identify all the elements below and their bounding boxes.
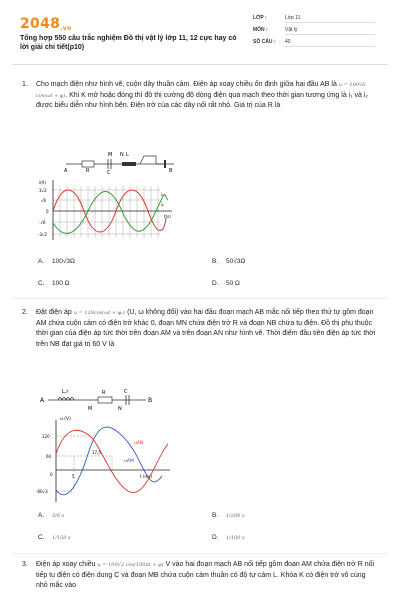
- node-label: N: [118, 406, 122, 412]
- wave-uam: [56, 427, 162, 495]
- option-text: 5/6 s: [52, 513, 65, 519]
- node-label: B: [148, 397, 153, 404]
- question-number: 1.: [22, 81, 28, 88]
- question-text: [36, 308, 376, 350]
- series-label: i₂: [161, 202, 164, 207]
- tick-label: -3√2: [38, 232, 48, 237]
- question-formula: u = 100√2 cos(100πt + φ): [97, 562, 164, 568]
- logo-text: 2048: [20, 16, 61, 32]
- option-b[interactable]: [212, 512, 245, 519]
- option-letter: C.: [38, 280, 45, 287]
- option-b[interactable]: [212, 258, 245, 265]
- option-letter: C.: [38, 534, 45, 541]
- question-text-b: V vào hai đoạn mạch AB nối tiếp gồm đoạn AM chứa điện trở R nối tiếp tụ điện có điện dung C và đoạn MB chứa cuộn cảm thuần có độ tự cảm L. Khóa K có điện trở vô cùng nhỏ mắc vào: [36, 561, 375, 589]
- meta-value: Vật lý: [285, 27, 375, 35]
- question-formula: u = 120cos(ωt + φᵤ): [73, 310, 126, 316]
- node-label: A: [40, 397, 45, 404]
- x-axis-label: t (ms): [140, 474, 152, 479]
- node-label: M: [108, 152, 113, 158]
- option-d[interactable]: [212, 534, 245, 541]
- q1-current-graph: [38, 178, 178, 244]
- question-text-a: Cho mạch điện như hình vẽ, cuộn dây thuần cảm. Điện áp xoay chiều ổn định giữa hai đầu AB là: [36, 81, 337, 88]
- meta-key: SỐ CÂU :: [253, 39, 276, 45]
- question-text-a: Đặt điện áp: [36, 309, 72, 316]
- x-axis-label: t(s): [164, 214, 171, 219]
- tick-label: 5: [72, 474, 75, 479]
- option-letter: A.: [38, 258, 45, 265]
- option-text: 50√3Ω: [226, 258, 246, 265]
- meta-key: LỚP :: [253, 15, 267, 21]
- q2-voltage-graph: [30, 414, 180, 506]
- question-text-b: . Khi K mở hoặc đóng thì đồ thị cường độ dòng điện qua mạch theo thời gian tương ứng là i₁ và i₂ được biểu diễn như hình bên. Điện trở của các dây nối rất nhỏ. Giá trị của R là: [36, 91, 369, 109]
- question-number: 2.: [22, 309, 28, 316]
- node-label: M: [88, 406, 93, 412]
- y-axis-label: u (V): [60, 417, 71, 422]
- logo-suffix: .vn: [60, 25, 72, 32]
- question-text: [36, 80, 376, 112]
- node-label: A: [64, 168, 68, 174]
- series-label: uAN: [134, 441, 144, 446]
- question-formula: u = 100√6 cos(ωt + φ): [36, 82, 366, 99]
- q1-circuit-diagram: [60, 148, 180, 174]
- tick-label: -60√3: [36, 489, 48, 494]
- option-text: 1/200 s: [226, 513, 245, 519]
- option-letter: A.: [38, 512, 45, 519]
- meta-value: 40: [285, 39, 375, 47]
- y-axis-label: i(A): [39, 180, 46, 185]
- resistor-label: R: [102, 390, 106, 396]
- inductor-label: L,r: [62, 389, 69, 395]
- question-divider: [12, 553, 388, 554]
- option-text: 100 Ω: [52, 280, 70, 287]
- option-c[interactable]: [38, 534, 71, 541]
- resistor-label: R: [86, 168, 90, 174]
- option-a[interactable]: [38, 258, 75, 265]
- document-title: Tổng hợp 550 câu trắc nghiệm Đồ thị vật lý lớp 11, 12 cực hay có lời giải chi tiết(p10): [20, 35, 237, 51]
- tick-label: 3√2: [39, 188, 47, 193]
- meta-value: Lớp 11: [285, 15, 375, 23]
- capacitor-label: C: [107, 170, 111, 174]
- question-text-a: Điện áp xoay chiều: [36, 561, 96, 568]
- series-label: i₁: [161, 192, 164, 197]
- tick-label: -√6: [39, 220, 46, 225]
- option-letter: B.: [212, 258, 219, 265]
- inductor-label: L: [126, 152, 129, 158]
- wave-i2: [53, 191, 168, 233]
- option-letter: D.: [212, 534, 219, 541]
- tick-label: 60: [46, 454, 52, 459]
- tick-label: 0: [46, 209, 49, 214]
- option-letter: B.: [212, 512, 219, 519]
- tick-label: 17,5: [92, 450, 101, 455]
- capacitor-label: C: [124, 389, 128, 395]
- question-divider: [12, 298, 388, 299]
- option-a[interactable]: [38, 512, 64, 519]
- series-label: uAM: [124, 459, 134, 464]
- option-text: 50 Ω: [226, 280, 240, 287]
- meta-key: MÔN :: [253, 27, 268, 33]
- option-text: 1/150 s: [52, 535, 71, 541]
- option-text: 100√3Ω: [52, 258, 75, 265]
- q2-circuit-diagram: [40, 386, 170, 412]
- node-label: B: [169, 168, 173, 174]
- site-logo[interactable]: [20, 16, 72, 32]
- option-letter: D.: [212, 280, 219, 287]
- tick-label: √6: [41, 198, 47, 203]
- question-number: 3.: [22, 561, 28, 568]
- option-d[interactable]: [212, 280, 240, 287]
- question-text: [36, 560, 376, 592]
- option-c[interactable]: [38, 280, 70, 287]
- question-text-b: (U, ω không đổi) vào hai đầu đoạn mạch AB mắc nối tiếp theo thứ tự gồm đoạn AM chứa cuộn cảm có điện trở khác 0, đoạn MN chứa điện trở R và đoạn NB chứa tụ điện. Đồ thị phụ thuộc thời gian của điện áp tức thời trên đoạn AM và trên đoạn AN như hình vẽ. Thời điểm đầu tiên điện áp tức thời trên NB đạt giá trị 60 V là: [36, 309, 376, 348]
- tick-label: 0: [50, 472, 53, 477]
- header-divider: [12, 64, 388, 65]
- tick-label: 120: [42, 434, 50, 439]
- node-label: N: [120, 152, 124, 158]
- option-text: 1/100 s: [226, 535, 245, 541]
